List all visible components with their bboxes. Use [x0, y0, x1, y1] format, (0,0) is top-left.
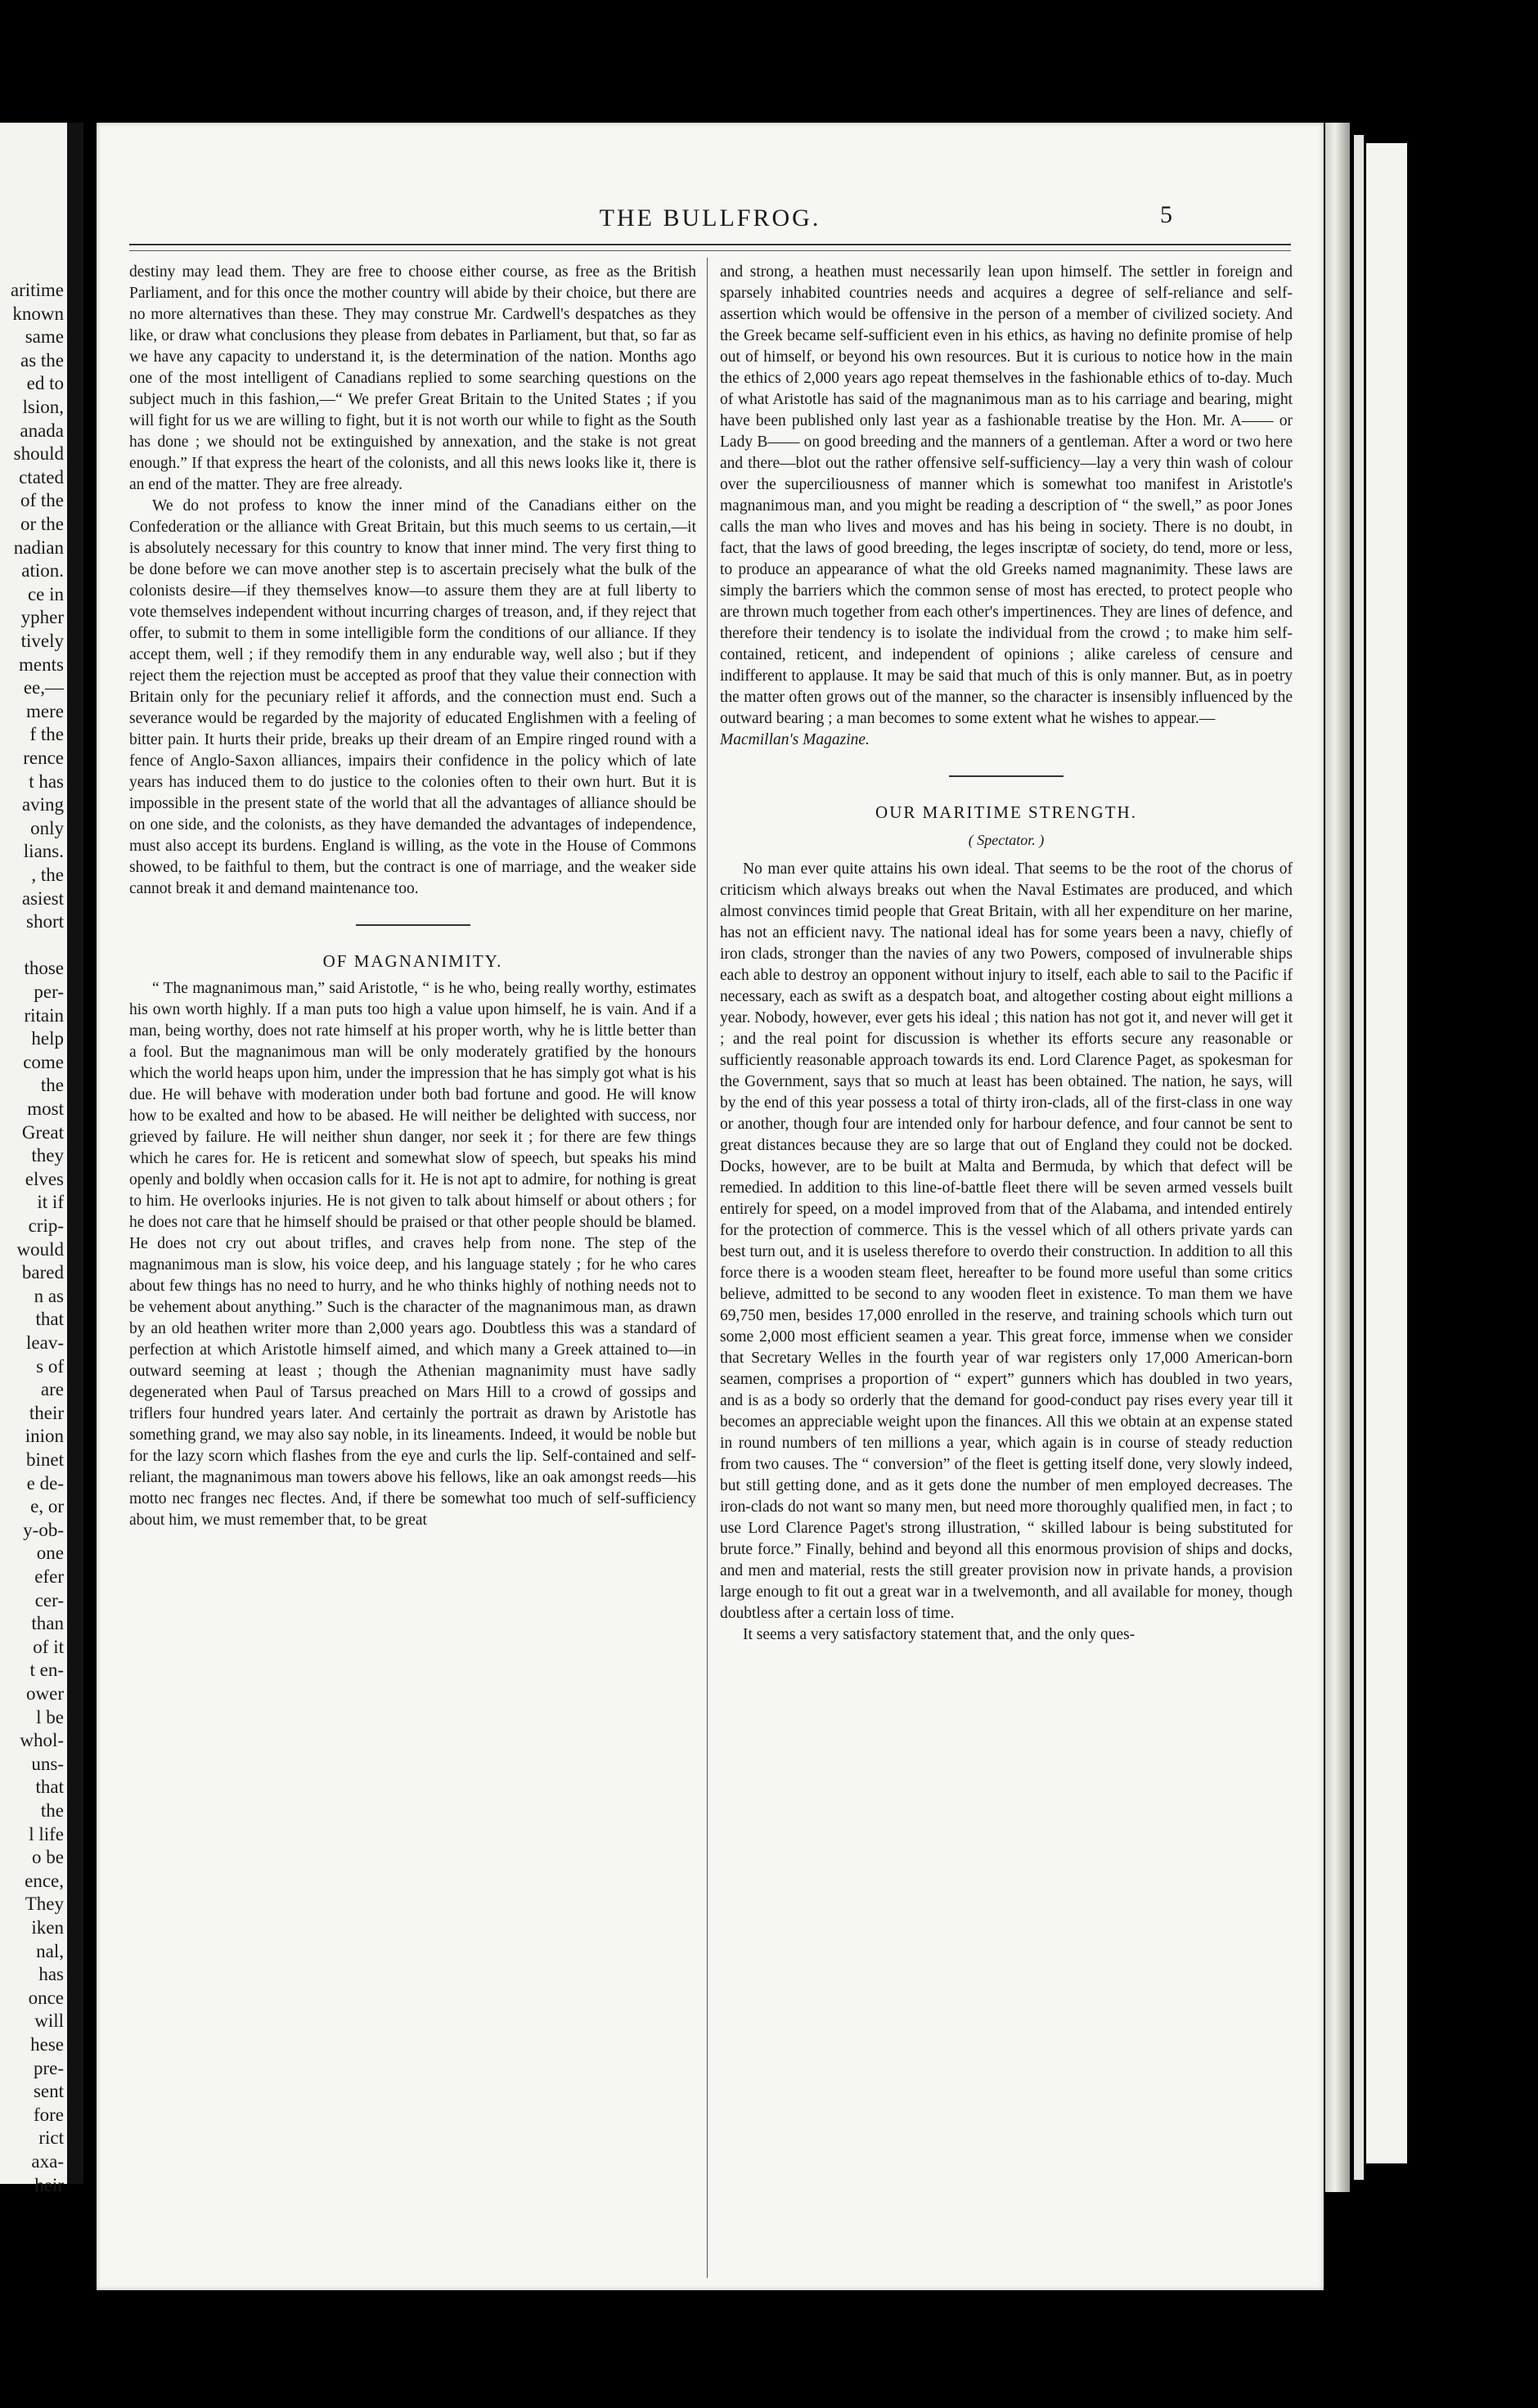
facing-page-line: of it: [33, 1636, 64, 1657]
article-paragraph: and strong, a heathen must necessarily lean upon himself. The settler in foreign and sparsely inhabited countries needs and acquires a degree of self-reliance and self-assertion which would be offensive in the person of a member of civilized society. And the Greek became self-sufficient even in his ethics, as having no definite promise of help out of himself, or beyond his own resources. But it is curious to notice how in the main the ethics of 2,000 years ago repeat themselves in the fashionable ethics of to-day. Much of what Aristotle has said of the magnanimous man as to his carriage and bearing, might have been published only last year as a fashionable treatise by the Hon. Mr. A—— or Lady B—— on good breeding and the manners of a gentleman. After a word or two here and there—blot out the rather offensive self-sufficiency—lay a very thin wash of colour over the superciliousness of manner which is somewhat too manifest in Aristotle's magnanimous man, and you might be reading a description of “ the swell,” as poor Jones calls the man who lives and moves and has his being in society. There is no doubt, in fact, that the laws of good breeding, the leges inscriptæ of society, do tend, more or less, to produce an appearance of what the old Greeks named magnanimity. These laws are simply the barriers which the common sense of most has erected, to protect people who are thrown much together from each other's impertinences. They are lines of defence, and therefore their tendency is to isolate the individual from the crowd ; to make him self-contained, reticent, and independent of opinions ; alike careless of censure and indifferent to applause. It may be said that much of this is only manner. But, as in poetry the matter often grows out of the manner, so the character is insensibly influenced by the outward bearing ; a man becomes to some extent what he wishes to appear.—: [720, 263, 1293, 727]
facing-page-line: will: [34, 2010, 64, 2032]
facing-page-line: short: [26, 911, 64, 932]
facing-page-line: ypher: [20, 607, 64, 628]
facing-page-line: elves: [25, 1168, 64, 1189]
facing-page-line: ee,—: [23, 677, 64, 699]
book-gutter: [67, 123, 83, 2184]
facing-page-line: ments: [19, 654, 64, 675]
facing-page-line: only: [30, 817, 64, 838]
facing-page-line: lsion,: [22, 397, 64, 417]
article-paragraph: No man ever quite attains his own ideal. That seems to be the root of the chorus of criticism which always breaks out when the Naval Estimates are produced, and which almost convinces timid people that Great Britain, with all her expenditure on her marine, has not an efficient navy. The national ideal has for some years been a navy, chiefly of iron clads, stronger than the navies of any two Powers, composed of invulnerable ships each able to destroy an opponent without injury to itself, each able to sail to the Pacific if necessary, each as swift as a despatch boat, and altogether costing about eight millions a year. Nobody, however, ever gets his ideal ; this nation has not got it, and never will get it ; and the real point for discussion is whether its efforts secure any reasonable or sufficiently reasonable approach towards its end. Lord Clarence Paget, as spokesman for the Government, says that so much at least has been obtained. The nation, he says, will by the end of this year possess a total of thirty iron-clads, all of the first-class in one way or another, though four are intended only for harbour defence, and four cannot be sent to great distances because they are so large that out of England they could not be docked. Docks, however, are to be built at Malta and Bermuda, by which that defect will be remedied. In addition to this line-of-battle fleet there will be seven armed vessels built entirely for speed, on a model improved from that of the Alabama, and intended entirely for the protection of commerce. This is the vessel which of all others private yards can best turn out, and it is useless therefore to overdo their construction. In addition to all this force there is a wooden steam fleet, hereafter to be found more useful than some critics believe, admitted to be second to any wooden fleet in existence. To man them we have 69,750 men, besides 17,000 enrolled in the reserve, and training schools which turn out some 2,000 most efficient seamen a year. This great force, immense when we consider that Secretary Welles in the fourth year of war registers only 17,000 American-born seamen, comprises a proportion of “ expert” gunners which has doubled in two years, and is as a body so orderly that the demand for good-conduct pay rises every year till it becomes an appreciable weight upon the finances. All this we obtain at an expense stated in round numbers of ten millions a year, which again is in course of steady reduction from two causes. The “ conversion” of the fleet is getting itself done, very slowly indeed, but still getting done, and as it gets done the number of men employed decreases. The iron-clads do not want so many men, but need more thoroughly qualified men, in fact ; to use Lord Clarence Paget's strong illustration, “ skilled labour is being substituted for brute force.” Finally, behind and beyond all this enormous provision of ships and docks, and men and material, rests the still greater provision now in private hands, a provision large enough to fit out a great war in a twelvemonth, and all available for money, though doubtless after a certain loss of time.: [720, 860, 1293, 1622]
facing-page-line: has: [38, 1964, 64, 1985]
article-paragraph: destiny may lead them. They are free to choose either course, as free as the British Parliament, and for this once the mother country will abide by their choice, but there are no more alternatives than these. They may construe Mr. Cardwell's despatches as they like, or draw what conclusions they please from debates in Parliament, but that, so far as we have any capacity to understand it, is the determination of the nation. Months ago one of the most intelligent of Canadians replied to some searching questions on the subject much in this fashion,—“ We prefer Great Britain to the United States ; if you will fight for us we are willing to fight, but it is not worth our while to fight as the South has done ; we should not be extinguished by annexation, and the stake is not great enough.” If that express the heart of the colonists, and all this news looks like it, there is an end of the matter. They are free already.: [129, 263, 696, 493]
facing-page-line: hese: [30, 2034, 64, 2055]
facing-page-line: bared: [21, 1262, 64, 1283]
section-title-magnanimity: OF MAGNANIMITY.: [322, 951, 503, 971]
facing-page-line: uns-: [31, 1753, 64, 1774]
section-title-maritime: OUR MARITIME STRENGTH.: [875, 802, 1137, 822]
facing-page-line: same: [25, 326, 64, 348]
facing-page-line: they: [31, 1145, 64, 1166]
left-column: [129, 262, 696, 1531]
facing-page-line: cer-: [34, 1589, 64, 1611]
facing-page-line: those: [24, 958, 64, 979]
facing-page-line: nadian: [13, 537, 64, 558]
facing-page-line: e, or: [30, 1496, 64, 1517]
facing-page-line: as the: [20, 349, 64, 371]
facing-page-line: would: [16, 1238, 64, 1260]
facing-page-line: f the: [29, 724, 64, 745]
column-divider: [707, 258, 708, 2278]
section-divider: [949, 775, 1064, 777]
facing-page-line: that: [35, 1309, 64, 1330]
facing-page-line: ation.: [21, 560, 64, 582]
facing-page-line: leav-: [26, 1332, 64, 1353]
facing-page-line: binet: [26, 1449, 64, 1470]
facing-page-line: aritime: [10, 280, 64, 300]
facing-page-line: rict: [38, 2127, 64, 2149]
facing-page-line: most: [27, 1098, 64, 1119]
facing-page-line: once: [28, 1987, 64, 2008]
facing-page-line: rence: [23, 748, 64, 768]
page-edge: [1325, 123, 1350, 2192]
header-rule: [129, 244, 1291, 245]
facing-page-line: s of: [36, 1355, 64, 1377]
facing-page-line: ower: [26, 1683, 64, 1704]
article-paragraph: “ The magnanimous man,” said Aristotle, “ is he who, being really worthy, estimates his own worth highly. If a man puts too high a value upon himself, he is vain. And if a man, being worthy, does not rate himself at his proper worth, why he is little better than a fool. But the magnanimous man will be only moderately gratified by the honours which the world heaps upon him, under the impression that he has simply got what is his due. He will behave with moderation under both bad fortune and good. He will know how to be exalted and how to be abased. He will neither be delighted with success, nor grieved by failure. He will neither shun danger, nor seek it ; for there are few things which he cares for. He is reticent and somewhat slow of speech, but speaks his mind openly and boldly when occasion calls for it. He is not apt to admire, for nothing is great to him. He overlooks injuries. He is not given to talk about himself or about others ; for he does not care that he himself should be praised or that other people should be blamed. He does not cry out about trifles, and craves help from none. The step of the magnanimous man is slow, his voice deep, and his language stately ; for he who cares about few things has no need to hurry, and he who thinks highly of nothing needs not to be vehement about anything.” Such is the character of the magnanimous man, as drawn by an old heathen writer more than 2,000 years ago. Doubtless this was a standard of perfection at which Aristotle himself aimed, and which many a Greek attained to—in outward seeming at least ; though the Athenian magnanimity must have sadly degenerated when Paul of Tarsus preached on Mars Hill to a crowd of gossips and triflers four hundred years later. And certainly the portrait as drawn by Aristotle has something grand, we may also say noble, in its lineaments. Indeed, it would be noble but for the lazy scorn which flashes from the eye and curls the lip. Self-contained and self-reliant, the magnanimous man towers above his fellows, like an oak amongst reeds—his motto nec franges nec flectes. And, if there be somewhat too much of self-sufficiency about him, we must remember that, to be great: [129, 980, 696, 1529]
article-paragraph: It seems a very satisfactory statement that, and the only ques-: [743, 1626, 1136, 1643]
facing-page-line: t has: [29, 770, 64, 792]
left-column-frame: [129, 262, 696, 2225]
facing-page-line: axa-: [31, 2151, 64, 2172]
facing-page-line: should: [13, 443, 64, 465]
facing-page-line: ed to: [26, 373, 64, 394]
facing-page-line: iken: [31, 1917, 64, 1938]
article-paragraph: We do not profess to know the inner mind of the Canadians either on the Confederation or the alliance with Great Britain, but this much seems to us certain,—it is absolutely necessary for this country to know that inner mind. The very first thing to be done before we can move another step is to ascertain precisely what the bulk of the colonists desire—if they themselves know—to assure them they are at full liberty to vote themselves independent without incurring charges of treason, and, if they reject that offer, to submit to them in some intelligible form the conditions of our alliance. If they accept them, well ; if they remodify them in any endurable way, well also ; but if they reject them the rejection must be accepted as proof that they value their connection with Britain only for the pecuniary relief it affords, and the connection must end. Such a severance would be regarded by the majority of educated Englishmen with a feeling of bitter pain. It hurts their pride, breaks up their dream of an Empire ringed round with a fence of Anglo-Saxon alliances, impairs their confidence in the policy which of late years has induced them to do justice to the colonies often to their own hurt. But it is impossible in the present state of the world that all the advantages of alliance should be on one side, and the colonists, as they have demanded the advantages of independence, must also accept its burdens. England is willing, as the vote in the House of Commons showed, to be faithful to them, but the contract is one of marriage, and the weaker side cannot break it and demand maintenance too.: [129, 497, 696, 897]
facing-page-line: ence,: [25, 1870, 64, 1891]
facing-page-line: pre-: [33, 2057, 64, 2078]
source-attribution: Macmillan's Magazine.: [720, 731, 870, 748]
facing-page-line: their: [29, 1402, 64, 1423]
facing-page-line: ritain: [24, 1004, 64, 1026]
facing-page-line: inion: [25, 1426, 64, 1447]
section-source: ( Spectator. ): [968, 832, 1045, 848]
facing-page-line: lians.: [23, 841, 64, 862]
facing-page-line: fore: [33, 2104, 64, 2125]
facing-page-line: l life: [29, 1823, 64, 1844]
facing-page-line: anada: [20, 420, 64, 441]
facing-page-line: that: [35, 1777, 64, 1798]
facing-page-line: ctated: [19, 466, 64, 487]
facing-page-line: n as: [34, 1285, 64, 1306]
facing-page-line: aving: [21, 794, 64, 815]
facing-page-line: whol-: [20, 1730, 64, 1751]
facing-page-line: than: [31, 1613, 64, 1634]
facing-page-line: Great: [21, 1121, 64, 1143]
facing-page-line: asiest: [21, 887, 64, 909]
facing-page-line: l be: [36, 1706, 64, 1727]
page-edge-layer: [1366, 143, 1407, 2163]
facing-page-line: are: [40, 1379, 64, 1400]
facing-page-line: , the: [31, 865, 64, 885]
facing-page-line: crip-: [28, 1215, 64, 1236]
facing-page-line: the: [40, 1075, 64, 1096]
facing-page-line: known: [12, 303, 64, 324]
facing-page-line: efer: [34, 1566, 64, 1587]
facing-page-line: come: [23, 1051, 64, 1072]
page-number: 5: [1160, 201, 1172, 228]
facing-page-line: sent: [33, 2081, 64, 2102]
facing-page-line: nal,: [36, 1940, 64, 1961]
section-divider: [356, 924, 470, 926]
right-column-frame: [720, 262, 1293, 2225]
facing-page-line: They: [25, 1894, 64, 1915]
facing-page-line: heir: [34, 2174, 64, 2195]
running-head: THE BULLFROG.: [599, 204, 821, 231]
facing-page-fragment: [0, 123, 67, 2195]
facing-page-line: help: [31, 1028, 64, 1049]
facing-page-line: or the: [20, 514, 64, 534]
page-edge-layer: [1354, 135, 1364, 2180]
facing-page-line: per-: [34, 982, 64, 1002]
facing-page-line: y-ob-: [23, 1519, 64, 1540]
right-column: [720, 262, 1293, 1646]
facing-page-line: it if: [37, 1192, 64, 1213]
facing-page-line: o be: [32, 1847, 64, 1868]
facing-page-line: one: [36, 1543, 64, 1564]
newspaper-page: [97, 123, 1324, 2290]
facing-page-line: t en-: [29, 1660, 64, 1681]
facing-page-line: the: [40, 1800, 64, 1821]
facing-page-line: tively: [20, 631, 64, 651]
header-rule-thin: [129, 250, 1291, 251]
facing-page-line: e de-: [26, 1472, 64, 1494]
facing-page-line: mere: [26, 700, 64, 721]
facing-page-line: of the: [20, 490, 64, 511]
facing-page-line: ce in: [27, 583, 64, 604]
